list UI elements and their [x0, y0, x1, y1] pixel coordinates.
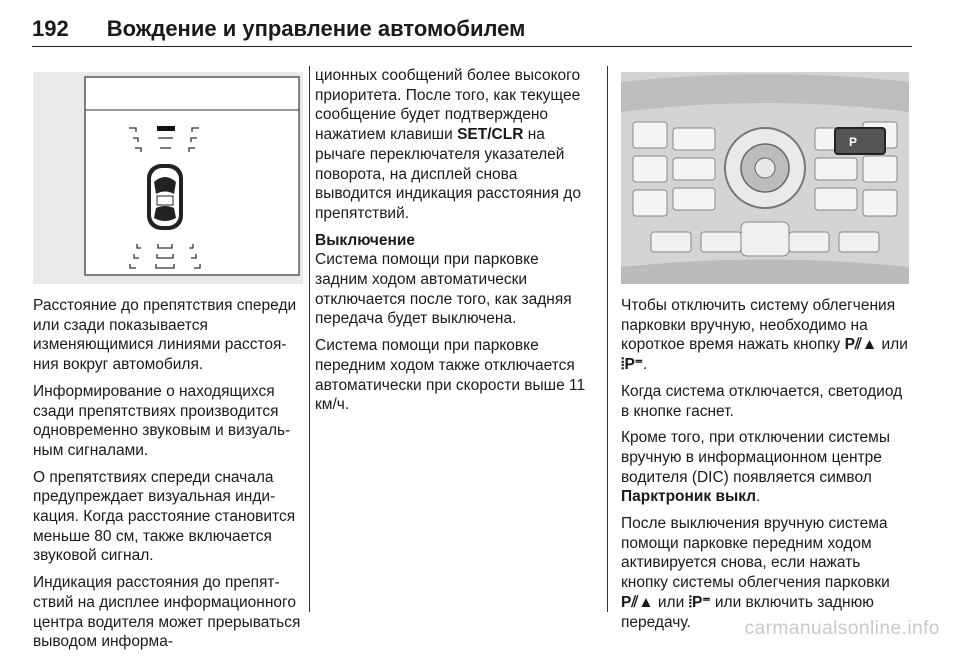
page-number: 192: [32, 16, 69, 41]
text-span: на рычаге переключателя указателей поворота, на дисплей снова выводится индикация расстояния до препятствий.: [315, 126, 581, 222]
paragraph: Индикация расстояния до препятствий на дисплее информационного центра водителя может прерываться выводом информа-: [33, 574, 301, 651]
text-span: или: [877, 336, 908, 354]
column-left: [33, 72, 303, 659]
parking-sensor-icon: ⦙P⁼: [688, 593, 711, 611]
parking-display-icon: [33, 72, 303, 284]
chapter-title: Вождение и управление автомобилем: [106, 16, 526, 41]
svg-text:P: P: [849, 135, 858, 149]
paragraph: Система помощи при парковке задним ходом автоматически отключается после того, как задняя передача будет выключена.: [315, 251, 572, 328]
parktronic-off-label: Парктроник выкл: [621, 488, 757, 506]
paragraph: Когда система отключается, светодиод в кнопке гаснет.: [621, 382, 903, 420]
text-span: .: [756, 488, 761, 506]
text-span: ционных сообщений более высокого приоритета. После того, как текущее сообщение будет подтверждено нажатием клавиши: [315, 67, 581, 144]
parking-assist-icon: P⫽▲: [621, 593, 654, 611]
key-label-set-clr: SET/CLR: [457, 126, 524, 144]
column-right: [621, 72, 909, 639]
paragraph: [621, 514, 909, 632]
parking-sensor-icon: ⦙P⁼: [621, 356, 643, 374]
paragraph: О препятствиях спереди сначала предупреждает визуальная индикация. Когда расстояние становится меньше 80 см, также включается звуковой сигнал.: [33, 468, 296, 565]
text-span: или: [653, 593, 689, 611]
paragraph: Система помощи при парковке передним ходом также отключается автоматически при скорости выше 11 км/ч.: [315, 337, 586, 414]
text-span: Кроме того, при отключении системы вручную в информационном центре водителя (DIC) появляется символ: [621, 429, 890, 486]
column-divider-2: [607, 66, 608, 612]
watermark: carmanualsonline.info: [744, 618, 940, 639]
text-span: Чтобы отключить систему облегчения парковки вручную, необходимо на короткое время нажать кнопку: [621, 297, 896, 354]
center-console-illustration: [621, 72, 909, 284]
parking-display-illustration: [33, 72, 303, 284]
paragraph: [621, 428, 909, 507]
paragraph: Информирование о находящихся сзади препятствиях производится одновременно звуковым и визуальным сигналами.: [33, 382, 291, 459]
page-header: [32, 6, 912, 47]
subheading-off: Выключение: [315, 231, 416, 249]
center-console-icon: [621, 72, 909, 284]
paragraph: Расстояние до препятствия спереди или сзади показывается изменяющимися линиями расстояния вокруг автомобиля.: [33, 297, 297, 374]
column-divider-1: [309, 66, 310, 612]
paragraph: [621, 296, 909, 375]
text-span: После выключения вручную система помощи парковке передним ходом активируется снова, если нажать кнопку системы облегчения парковки: [621, 515, 890, 592]
text-span: или включить заднюю передачу.: [621, 593, 874, 631]
text-span: .: [643, 356, 648, 374]
paragraph: [315, 66, 595, 224]
column-middle: [315, 66, 595, 422]
parking-assist-icon: P⫽▲: [844, 336, 878, 354]
